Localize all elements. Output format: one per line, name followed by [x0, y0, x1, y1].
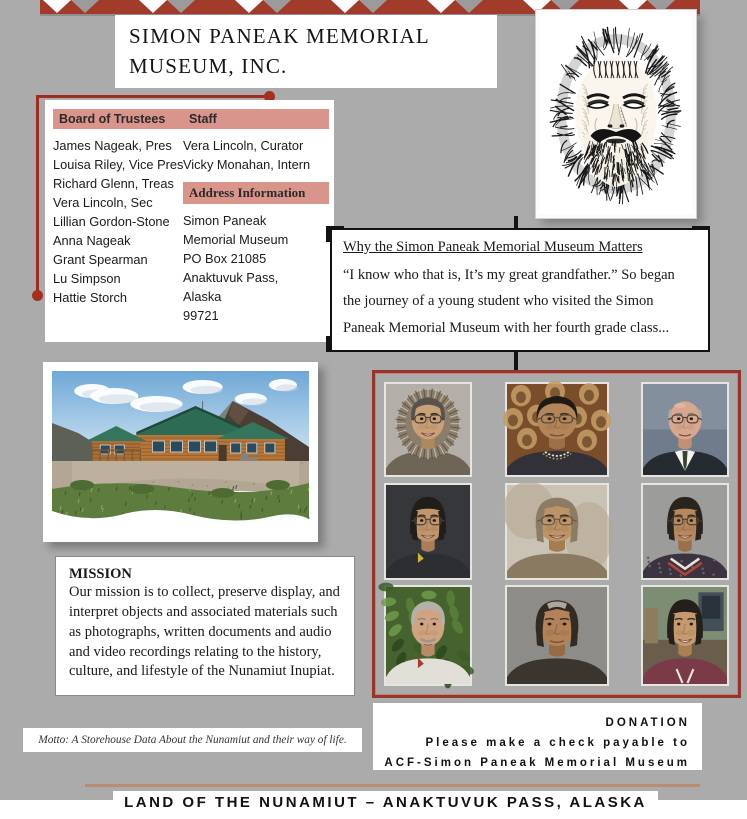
staff-heading: Staff — [183, 109, 329, 129]
info-panel — [45, 100, 334, 342]
board-heading: Board of Trustees — [53, 109, 183, 129]
board-member: Hattie Storch — [53, 290, 127, 305]
portrait-bald-man-suit-tie — [641, 382, 729, 477]
connector-line-vertical — [36, 95, 39, 293]
staff-member: Vicky Monahan, Intern — [183, 157, 311, 172]
mission-body: Our mission is to collect, preserve display, and interpret objects and associated materials such as photographs, written documents and audio and video recordings relating to the history, culture, and lifestyle of the Nunamiut Inupiat. — [69, 584, 340, 680]
board-member: Vera Lincoln, Sec — [53, 195, 153, 210]
motto-bar — [23, 728, 362, 752]
portrait-woman-with-masks-behind — [505, 382, 609, 477]
frame-tick — [514, 216, 518, 228]
connector-dot — [32, 290, 43, 301]
staff-address-column — [183, 109, 329, 325]
frame-tick — [514, 352, 518, 370]
portrait-photo-grid — [372, 370, 741, 698]
donation-line: ACF-Simon Paneak Memorial Museum — [384, 757, 690, 770]
donation-box — [373, 703, 702, 770]
motto-text: Motto: A Storehouse Data About the Nunamiut and their way of life. — [38, 734, 347, 746]
staff-list — [183, 136, 329, 174]
address-line: Alaska — [183, 289, 222, 304]
address-line: 99721 — [183, 308, 219, 323]
board-member: Grant Spearman — [53, 252, 148, 267]
portrait-elder-man-fur-parka — [384, 382, 472, 477]
portrait-woman-glasses-bangs — [384, 483, 472, 580]
board-member: James Nageak, Pres — [53, 138, 172, 153]
portrait-elder-woman-blurred — [505, 483, 609, 580]
board-member: Anna Nageak — [53, 233, 131, 248]
board-member: Lillian Gordon-Stone — [53, 214, 170, 229]
address-lines — [183, 211, 329, 325]
footer-rule — [85, 784, 700, 787]
address-line: Memorial Museum — [183, 232, 289, 247]
portrait-woman-patterned-parka — [641, 483, 729, 580]
mission-box — [55, 556, 355, 696]
board-column — [53, 109, 183, 307]
page-title: SIMON PANEAK MEMORIAL MUSEUM, INC. — [129, 24, 430, 79]
board-member: Louisa Riley, Vice Pres — [53, 157, 184, 172]
mask-illustration — [536, 10, 696, 218]
staff-member: Vera Lincoln, Curator — [183, 138, 304, 153]
address-heading: Address Information — [183, 182, 329, 204]
museum-building-photo — [43, 362, 318, 542]
portrait-young-woman-maroon-shirt — [641, 585, 729, 686]
portrait-man-gray-mustache-foliage — [384, 585, 472, 686]
masthead — [115, 15, 497, 88]
footer-banner-text: LAND OF THE NUNAMIUT – ANAKTUVUK PASS, ALASKA — [124, 794, 647, 811]
mission-heading: MISSION — [69, 566, 132, 582]
why-body: “I know who that is, It’s my great grandfather.” So began the journey of a young student who visited the Simon Paneak Memorial Museum with her fourth grade class... — [343, 267, 675, 336]
board-member: Lu Simpson — [53, 271, 121, 286]
why-heading: Why the Simon Paneak Memorial Museum Matters — [343, 239, 643, 255]
board-list — [53, 136, 183, 307]
donation-line: Please make a check payable to — [425, 737, 690, 750]
portrait-elder-woman-center-part — [505, 585, 609, 686]
connector-line-horizontal — [37, 95, 268, 98]
address-line: PO Box 21085 — [183, 251, 267, 266]
address-line: Anaktuvuk Pass, — [183, 270, 279, 285]
board-member: Richard Glenn, Treas — [53, 176, 174, 191]
why-it-matters-box — [330, 228, 710, 352]
footer-banner — [113, 791, 658, 819]
donation-heading: DONATION — [605, 717, 690, 729]
address-line: Simon Paneak — [183, 213, 267, 228]
